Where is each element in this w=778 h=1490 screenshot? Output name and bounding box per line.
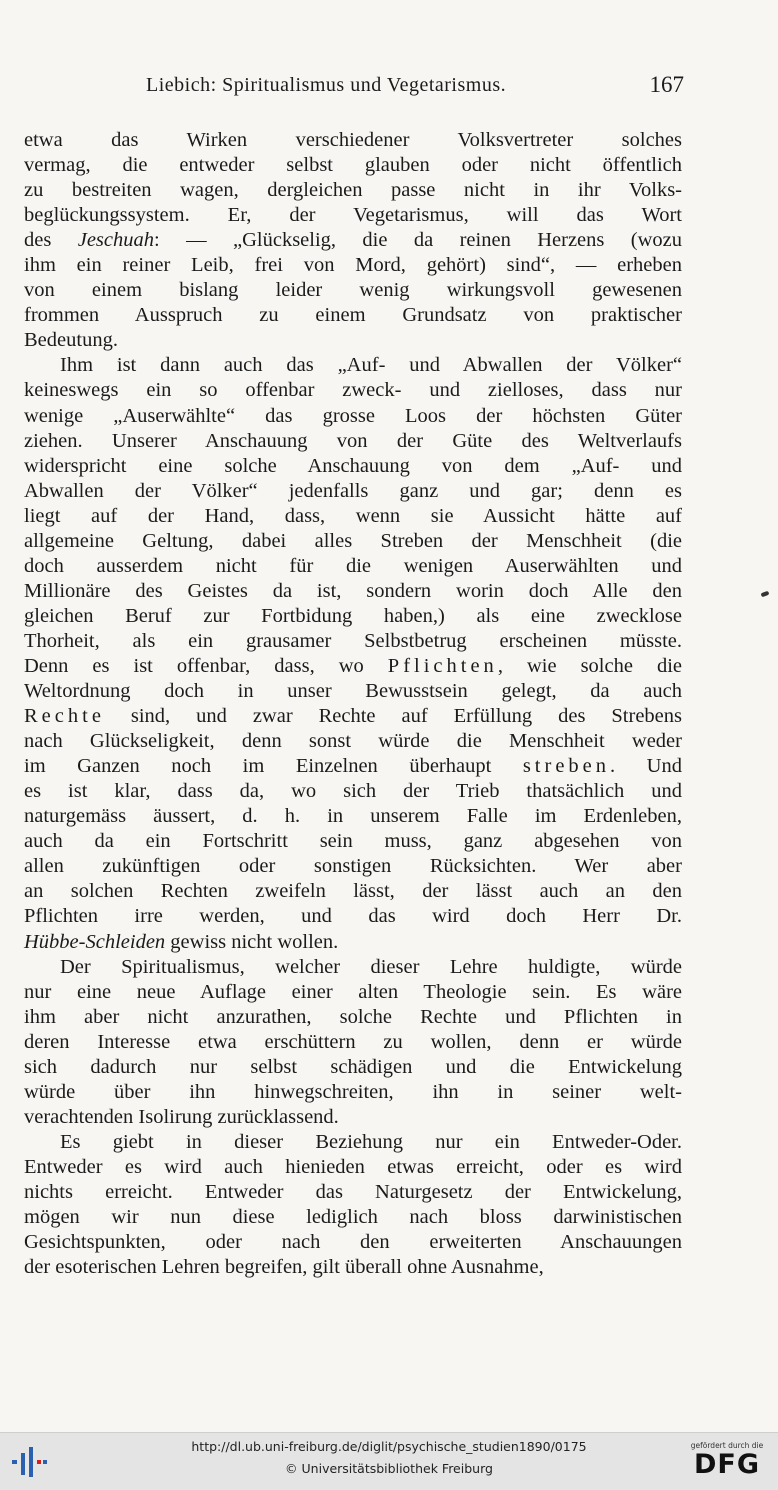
text-run: zu bestreiten wagen, dergleichen passe nicht in ihr Volks- (24, 179, 682, 202)
text-run: nach Glückseligkeit, denn sonst würde die Menschheit weder (24, 730, 682, 753)
text-run: allgemeine Geltung, dabei alles Streben der Menschheit (die (24, 529, 682, 552)
text-line (24, 1255, 682, 1280)
body-text (24, 128, 682, 1280)
text-line (24, 429, 682, 454)
text-run: an solchen Rechten zweifeln lässt, der lässt auch an den (24, 880, 682, 903)
text-run: keineswegs ein so offenbar zweck- und zielloses, dass nur (24, 379, 682, 402)
text-run: , wie solche die (497, 654, 682, 677)
text-line (24, 1180, 682, 1205)
running-title: Liebich: Spiritualismus und Vegetarismus. (146, 74, 507, 96)
copyright-notice: © Universitätsbibliothek Freiburg (285, 1461, 493, 1476)
text-line (24, 253, 682, 278)
text-run: liegt auf der Hand, dass, wenn sie Aussicht hätte auf (24, 504, 682, 527)
text-run: Bedeutung. (24, 329, 118, 352)
text-run: gleichen Beruf zur Fortbidung haben,) als eine zwecklose (24, 604, 682, 627)
text-run: mögen wir nun diese lediglich nach bloss darwinistischen (24, 1206, 682, 1229)
text-line (24, 955, 682, 980)
dfg-badge (686, 1441, 768, 1485)
text-run: Pflichten irre werden, und das wird doch Herr Dr. (24, 905, 682, 928)
text-line (24, 1155, 682, 1180)
text-line (24, 1105, 682, 1130)
text-run: Thorheit, als ein grausamer Selbstbetrug erscheinen müsste. (24, 629, 682, 652)
text-line (24, 854, 682, 879)
text-run: widerspricht eine solche Anschauung von dem „Auf- und (24, 454, 682, 477)
text-run: wenige „Auserwählte“ das grosse Loos der höchsten Güter (24, 404, 682, 427)
italic-name: Jeschuah (77, 229, 155, 252)
text-line (24, 804, 682, 829)
text-line (24, 579, 682, 604)
text-line (24, 378, 682, 403)
text-line (24, 980, 682, 1005)
text-run: von einem bislang leider wenig wirkungsvoll gewesenen (24, 279, 682, 302)
text-run: sich dadurch nur selbst schädigen und die Entwickelung (24, 1055, 682, 1078)
text-line (24, 303, 682, 328)
text-line (24, 729, 682, 754)
text-run: Gesichtspunkten, oder nach den erweiterten Anschauungen (24, 1231, 682, 1254)
text-line (24, 829, 682, 854)
text-line (24, 504, 682, 529)
text-line (24, 930, 682, 955)
text-run: nichts erreicht. Entweder das Naturgesetz der Entwickelung, (24, 1180, 682, 1203)
text-line (24, 1030, 682, 1055)
text-line (24, 1080, 682, 1105)
text-run: ziehen. Unserer Anschauung von der Güte des Weltverlaufs (24, 429, 682, 452)
text-line (24, 278, 682, 303)
text-line (24, 153, 682, 178)
text-line (24, 754, 682, 779)
text-run: verachtenden Isolirung zurücklassend. (24, 1105, 339, 1128)
text-run: der esoterischen Lehren begreifen, gilt überall ohne Ausnahme, (24, 1256, 544, 1279)
text-run: naturgemäss äussert, d. h. in unserem Falle im Erdenleben, (24, 805, 682, 828)
text-run: auch da ein Fortschritt sein muss, ganz abgesehen von (24, 830, 682, 853)
text-run: Weltordnung doch in unser Bewusstsein gelegt, da auch (24, 680, 682, 703)
text-run: deren Interesse etwa erschüttern zu wollen, denn er würde (24, 1030, 682, 1053)
text-line (24, 128, 682, 153)
text-line (24, 704, 682, 729)
viewer-footer (0, 1432, 778, 1490)
text-line (24, 1205, 682, 1230)
text-line (24, 203, 682, 228)
text-run: nur eine neue Auflage einer alten Theologie sein. Es wäre (24, 980, 682, 1003)
permalink-url[interactable]: http://dl.ub.uni-freiburg.de/diglit/psychische_studien1890/0175 (191, 1439, 587, 1454)
text-run: . Und (610, 755, 682, 778)
text-run: Ihm ist dann auch das „Auf- und Abwallen der Völker“ (60, 354, 682, 377)
text-line (24, 479, 682, 504)
text-line (24, 529, 682, 554)
text-line (24, 554, 682, 579)
text-run: es ist klar, dass da, wo sich der Trieb thatsächlich und (24, 780, 682, 803)
text-line (24, 228, 682, 253)
text-run: Abwallen der Völker“ jedenfalls ganz und gar; denn es (24, 479, 682, 502)
text-run: Entweder es wird auch hienieden etwas erreicht, oder es wird (24, 1155, 682, 1178)
text-run: Es giebt in dieser Beziehung nur ein Entweder-Oder. (60, 1130, 682, 1153)
text-line (24, 1005, 682, 1030)
margin-mark (761, 591, 770, 597)
text-line (24, 353, 682, 378)
text-run: im Ganzen noch im Einzelnen überhaupt (24, 755, 523, 778)
text-line (24, 629, 682, 654)
text-run: Der Spiritualismus, welcher dieser Lehre huldigte, würde (60, 955, 682, 978)
text-line (24, 178, 682, 203)
text-run: etwa das Wirken verschiedener Volksvertreter solches (24, 129, 682, 151)
text-run: ihm aber nicht anzurathen, solche Rechte und Pflichten in (24, 1005, 682, 1028)
page-number: 167 (649, 72, 684, 97)
text-line (24, 404, 682, 429)
text-line (24, 779, 682, 804)
text-line (24, 328, 682, 353)
text-line (24, 1055, 682, 1080)
text-line (24, 879, 682, 904)
page-header (24, 72, 684, 108)
funding-note: gefördert durch die (690, 1441, 764, 1450)
text-run: : — „Glückselig, die da reinen Herzens (wozu (154, 229, 682, 252)
text-line (24, 904, 682, 929)
spaced-emphasis: Rechte (24, 705, 105, 728)
dfg-logo: DFG (693, 1449, 761, 1480)
text-run: frommen Ausspruch zu einem Grundsatz von praktischer (24, 304, 682, 327)
text-line (24, 454, 682, 479)
italic-name: Hübbe-Schleiden (24, 930, 166, 953)
text-line (24, 1230, 682, 1255)
text-run: vermag, die entweder selbst glauben oder nicht öffentlich (24, 154, 682, 177)
text-run: sind, und zwar Rechte auf Erfüllung des Strebens (104, 705, 682, 728)
text-run: Denn es ist offenbar, dass, wo (24, 654, 388, 677)
text-line (24, 654, 682, 679)
text-run: ihm ein reiner Leib, frei von Mord, gehört) sind“, — erheben (24, 254, 682, 277)
text-run: allen zukünftigen oder sonstigen Rücksichten. Wer aber (24, 855, 682, 878)
text-line (24, 604, 682, 629)
text-run: Millionäre des Geistes da ist, sondern worin doch Alle den (24, 579, 682, 602)
text-run: würde über ihn hinwegschreiten, ihn in seiner welt- (24, 1080, 682, 1103)
text-run: beglückungssystem. Er, der Vegetarismus, will das Wort (24, 204, 682, 227)
text-line (24, 679, 682, 704)
text-run: des (24, 229, 78, 252)
text-run: doch ausserdem nicht für die wenigen Auserwählten und (24, 554, 682, 577)
text-line (24, 1130, 682, 1155)
spaced-emphasis: streben (522, 755, 611, 778)
spaced-emphasis: Pflichten (387, 654, 498, 677)
text-run: gewiss nicht wollen. (165, 930, 339, 953)
